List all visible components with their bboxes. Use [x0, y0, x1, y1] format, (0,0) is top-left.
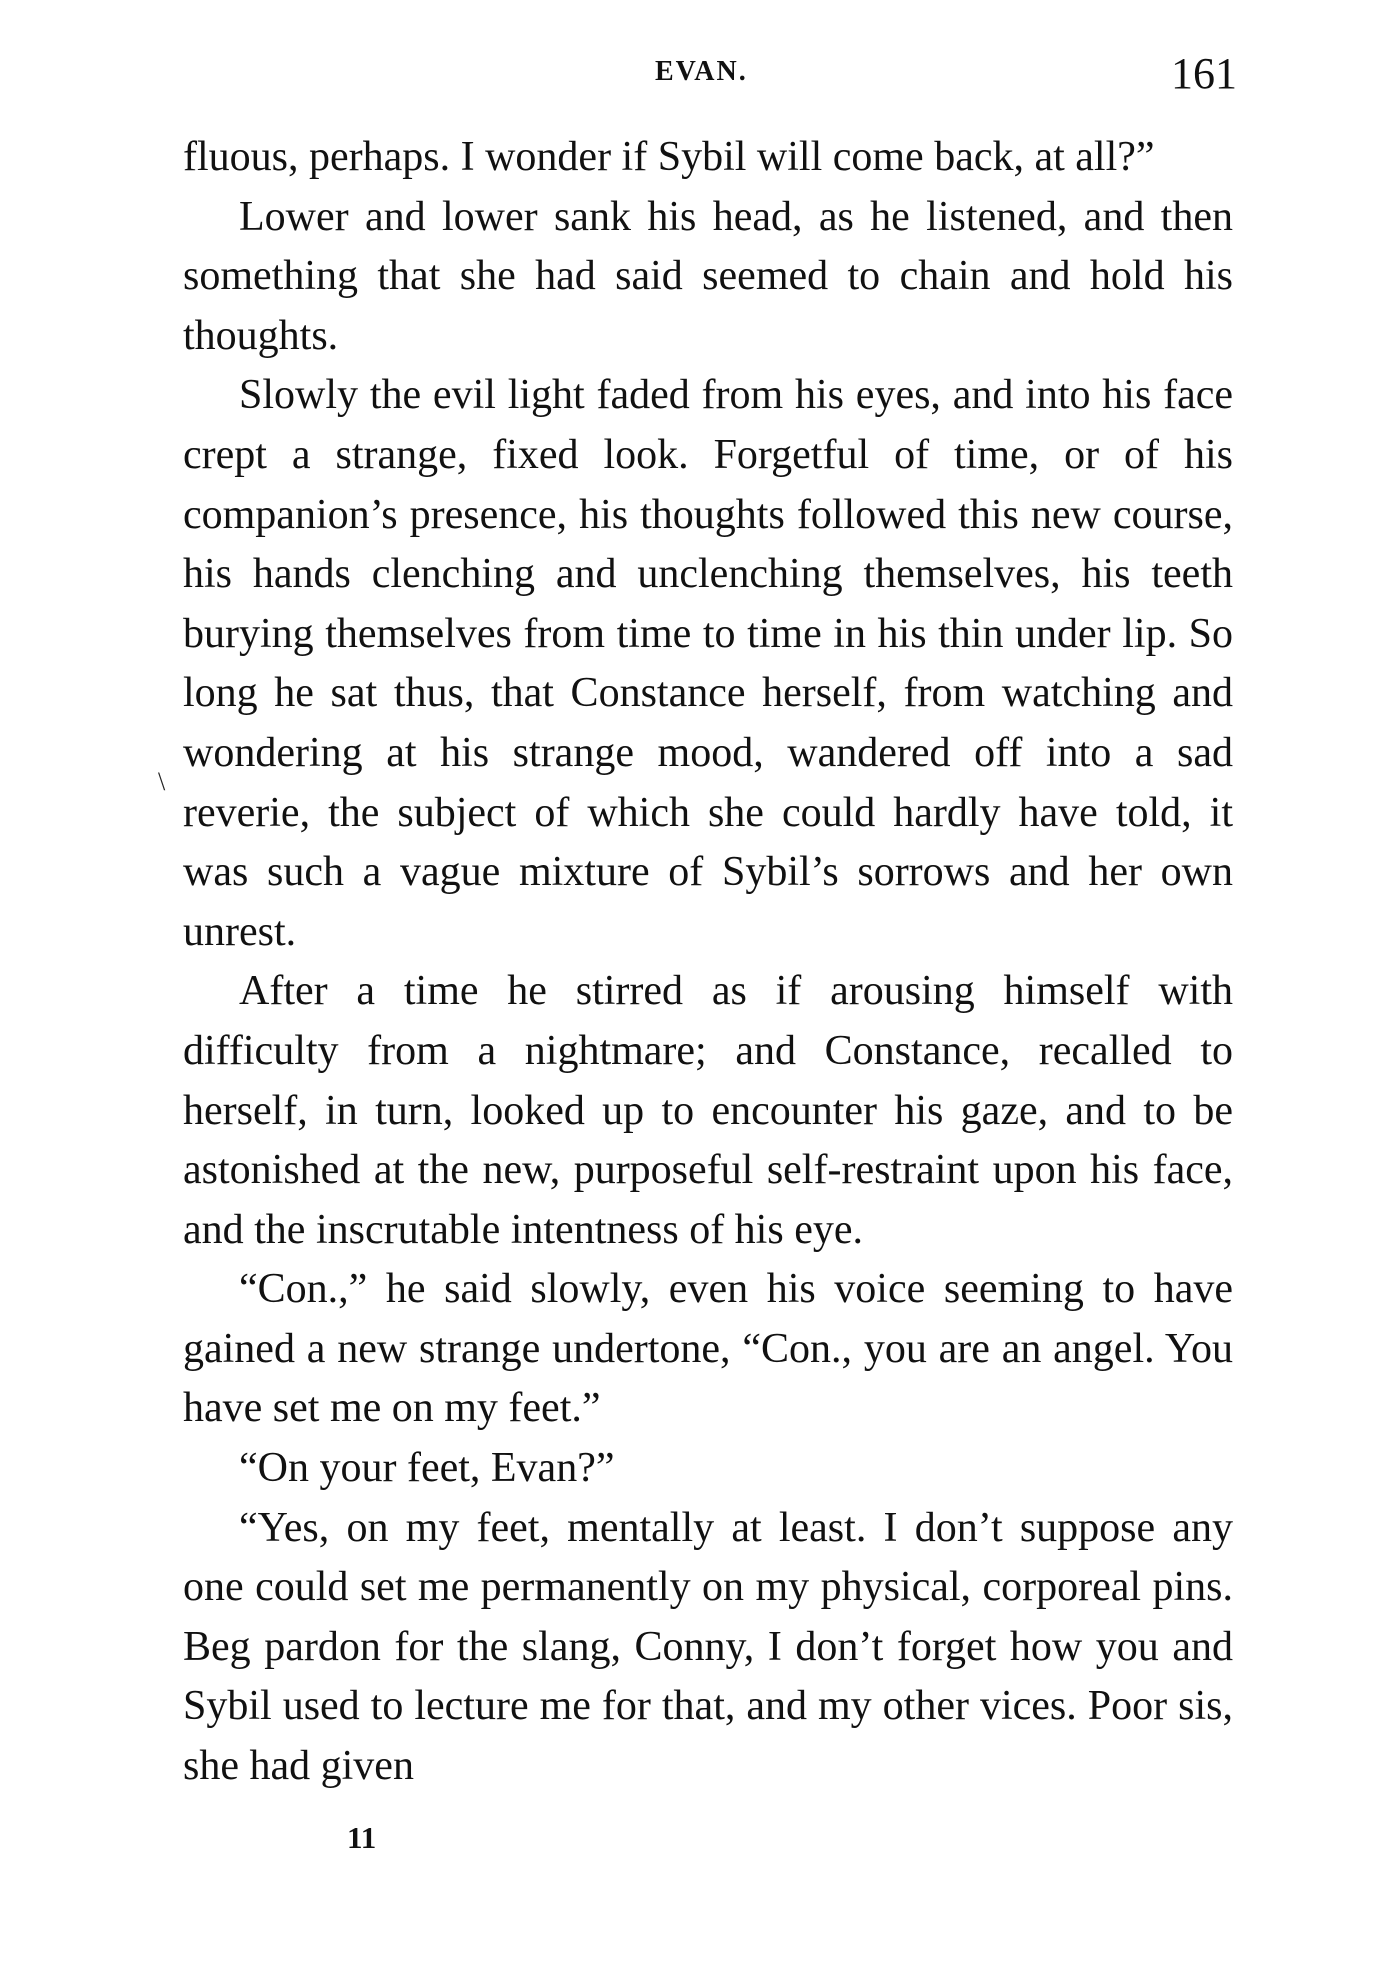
paragraph: After a time he stirred as if arousing himself with difficulty from a nightmare; and Constance, recalled to herself, in turn, looked up to encounter his gaze, and to be astonished at the new, purposeful self-restraint upon his face, and the inscrutable intentness of his eye. [183, 968, 1233, 1253]
signature-mark: 11 [347, 1820, 377, 1855]
header-title: EVAN. [655, 56, 748, 87]
paragraph: Slowly the evil light faded from his eyes, and into his face crept a strange, fixed look. Forgetful of time, or of his companion’s presence, his thoughts followed this new course, his hands clenching and unclenching themselves, his teeth burying themselves from time to time in his thin under lip. So long he sat thus, that Constance herself, from watching and wondering at his strange mood, wandered off into a sad reverie, the subject of which she could hardly have told, it was such a vague mixture of Sybil’s sorrows and her own unrest. [183, 372, 1233, 955]
body-text [183, 128, 1233, 1797]
margin-mark: \ [158, 767, 166, 796]
page-number: 161 [1171, 49, 1237, 98]
paragraph: “Con.,” he said slowly, even his voice seeming to have gained a new strange undertone, “Con., you are an angel. You have set me on my feet.” [183, 1266, 1233, 1432]
paragraph: Lower and lower sank his head, as he listened, and then something that she had said seemed to chain and hold his thoughts. [183, 193, 1233, 359]
paragraph: “Yes, on my feet, mentally at least. I don’t suppose any one could set me permanently on my physical, corporeal pins. Beg pardon for the slang, Conny, I don’t forget how you and Sybil used to lecture me for that, and my other vices. Poor sis, she had given [183, 1504, 1233, 1790]
paragraph-continuation: fluous, perhaps. I wonder if Sybil will come back, at all?” [183, 134, 1155, 180]
running-head [0, 48, 1377, 108]
paragraph: “On your feet, Evan?” [239, 1445, 615, 1492]
